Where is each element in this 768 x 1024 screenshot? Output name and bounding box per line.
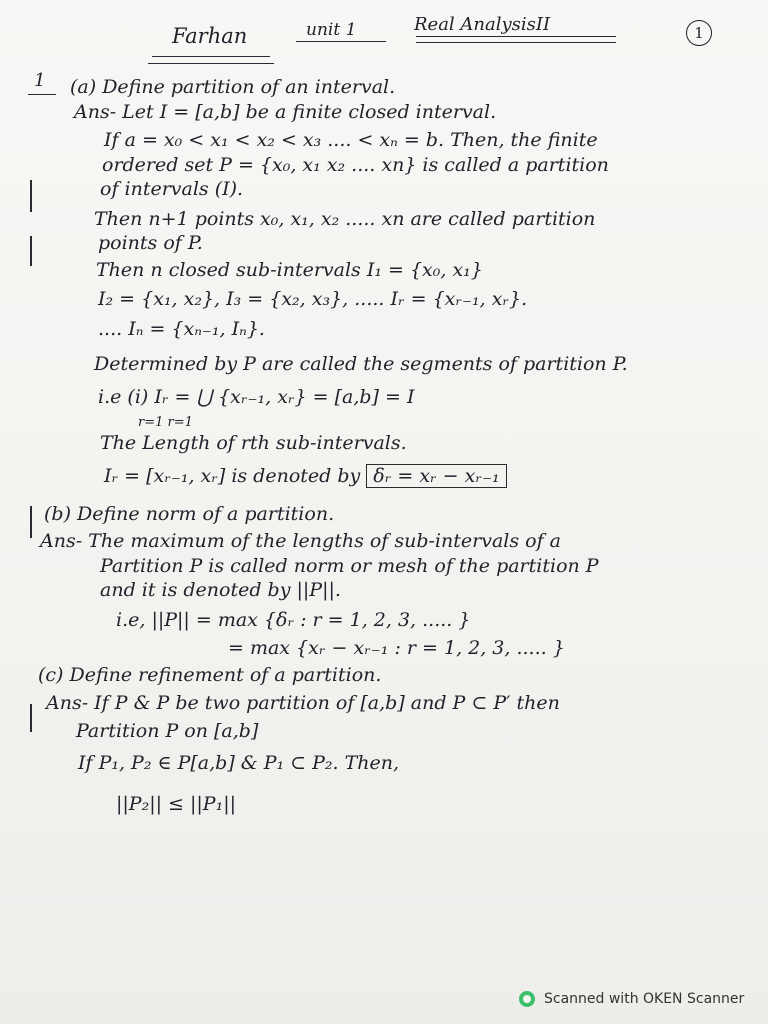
- unit-underline: [296, 41, 386, 42]
- text-line: If a = x₀ < x₁ < x₂ < x₃ .... < xₙ = b. Then, the finite: [104, 129, 598, 151]
- text-line: (c) Define refinement of a partition.: [38, 664, 382, 686]
- margin-mark: [30, 506, 32, 538]
- author-underline: [152, 56, 270, 57]
- scanner-watermark: [518, 990, 744, 1008]
- author-name: Farhan: [172, 24, 248, 48]
- text-line: Ans- The maximum of the lengths of sub-intervals of a: [40, 530, 561, 552]
- text-line: (a) Define partition of an interval.: [70, 76, 396, 98]
- text-line: If P₁, P₂ ∈ P[a,b] & P₁ ⊂ P₂. Then,: [78, 752, 400, 774]
- formula-text: Iᵣ = [xᵣ₋₁, xᵣ] is denoted by: [104, 465, 361, 487]
- text-line: The Length of rth sub-intervals.: [100, 432, 407, 454]
- text-line: I₂ = {x₁, x₂}, I₃ = {x₂, x₃}, ..... Iᵣ = {xᵣ₋₁, xᵣ}.: [98, 288, 528, 310]
- text-line: ordered set P = {x₀, x₁ x₂ .... xn} is called a partition: [102, 154, 609, 176]
- text-line: .... Iₙ = {xₙ₋₁, Iₙ}.: [98, 318, 265, 340]
- text-line: Determined by P are called the segments of partition P.: [94, 353, 628, 375]
- text-line: [104, 465, 507, 487]
- text-line: Partition P is called norm or mesh of the partition P: [100, 555, 599, 577]
- text-line: ||P₂|| ≤ ||P₁||: [116, 793, 237, 815]
- question-number: 1: [34, 70, 46, 91]
- margin-mark: [30, 704, 32, 732]
- scanner-watermark-text: Scanned with OKEN Scanner: [544, 991, 745, 1007]
- text-line: Ans- Let I = [a,b] be a finite closed interval.: [74, 101, 497, 123]
- subject-underline-2: [416, 42, 616, 43]
- boxed-formula: δᵣ = xᵣ − xᵣ₋₁: [366, 464, 506, 488]
- text-line: i.e (i) Iᵣ = ⋃ {xᵣ₋₁, xᵣ} = [a,b] = I: [98, 386, 415, 408]
- question-number-underline: [28, 94, 56, 95]
- text-line: i.e, ||P|| = max {δᵣ : r = 1, 2, 3, ..... }: [116, 609, 471, 631]
- unit-label: unit 1: [306, 20, 357, 40]
- text-line: of intervals (I).: [100, 178, 244, 200]
- text-line: Then n closed sub-intervals I₁ = {x₀, x₁}: [96, 259, 483, 281]
- text-line: and it is denoted by ||P||.: [100, 579, 341, 601]
- text-line: points of P.: [98, 232, 203, 254]
- text-line: = max {xᵣ − xᵣ₋₁ : r = 1, 2, 3, ..... }: [228, 637, 565, 659]
- text-line: (b) Define norm of a partition.: [44, 503, 335, 525]
- text-line: Partition P on [a,b]: [76, 720, 259, 742]
- page-number-circle: 1: [686, 20, 712, 46]
- subject-title: Real AnalysisII: [414, 14, 551, 35]
- text-line: Then n+1 points x₀, x₁, x₂ ..... xn are called partition: [94, 208, 596, 230]
- text-line: r=1 r=1: [138, 415, 193, 430]
- text-line: Ans- If P & P be two partition of [a,b] and P ⊂ P′ then: [46, 692, 560, 714]
- margin-mark: [30, 180, 32, 212]
- margin-mark: [30, 236, 32, 266]
- author-underline-2: [148, 63, 274, 64]
- scanner-logo-icon: [518, 990, 536, 1008]
- subject-underline: [416, 36, 616, 37]
